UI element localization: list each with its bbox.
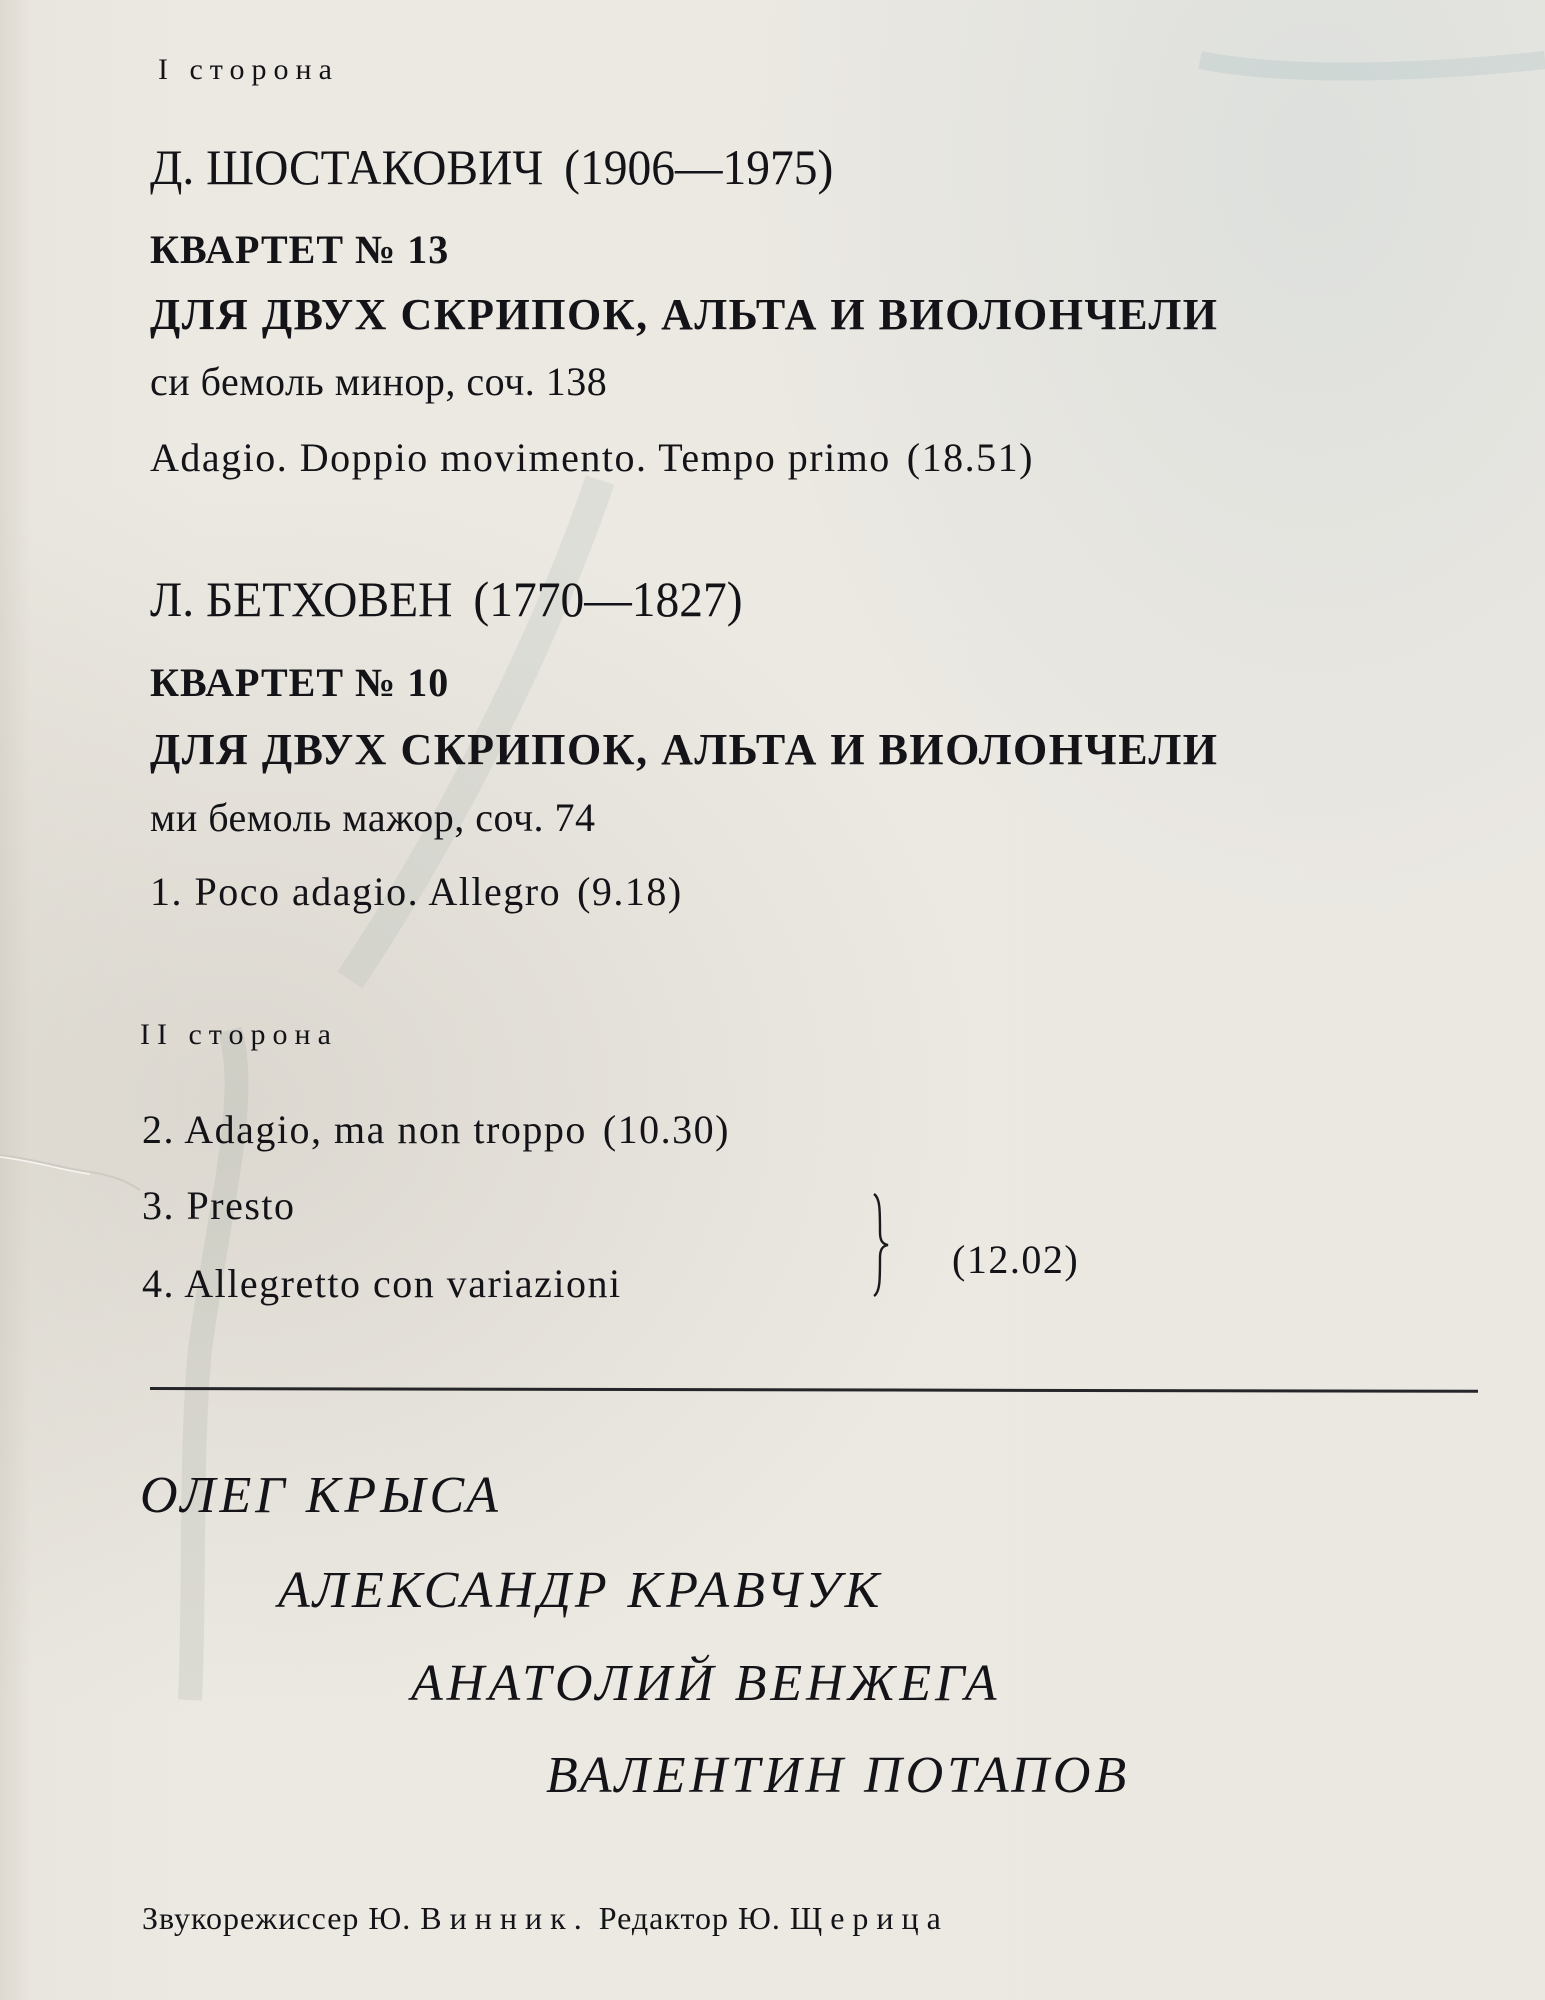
performer-name: АЛЕКСАНДР КРАВЧУК (278, 1562, 884, 1619)
work-title: КВАРТЕТ № 13 (150, 227, 450, 272)
movement-title: Adagio. Doppio movimento. Tempo primo (150, 435, 891, 480)
key-opus: ми бемоль мажор, соч. 74 (150, 795, 596, 840)
grouped-duration: (12.02) (952, 1237, 1080, 1282)
movement-item: 3. Presto (142, 1183, 296, 1228)
credits-line (142, 1902, 949, 1934)
side-1-label: I сторона (158, 53, 339, 86)
key-opus: си бемоль минор, соч. 138 (150, 359, 608, 404)
side-2-label: II сторона (140, 1018, 338, 1051)
sound-engineer-label: Звукорежиссер Ю. (142, 1900, 412, 1936)
editor-name: Щерица (789, 1900, 949, 1936)
composer-name: Д. ШОСТАКОВИЧ (150, 139, 544, 195)
movement-duration: (10.30) (602, 1107, 730, 1152)
movement-item (150, 869, 683, 914)
work-title: КВАРТЕТ № 10 (150, 660, 450, 705)
movement-item (142, 1107, 730, 1152)
composer-beethoven (150, 571, 743, 627)
composer-name: Л. БЕТХОВЕН (150, 571, 453, 627)
performer-name: АНАТОЛИЙ ВЕНЖЕГА (411, 1655, 1001, 1712)
instrumentation: ДЛЯ ДВУХ СКРИПОК, АЛЬТА И ВИОЛОНЧЕЛИ (150, 725, 1219, 774)
sound-engineer-name: Винник. (420, 1900, 590, 1936)
divider-line (150, 1387, 1478, 1393)
composer-dates: (1906—1975) (564, 139, 834, 195)
movement-item (150, 435, 1034, 480)
instrumentation: ДЛЯ ДВУХ СКРИПОК, АЛЬТА И ВИОЛОНЧЕЛИ (150, 290, 1219, 339)
editor-label: Редактор Ю. (598, 1900, 781, 1936)
right-brace-icon (870, 1192, 894, 1298)
movement-title: 1. Poco adagio. Allegro (150, 869, 562, 914)
movement-title: 2. Adagio, ma non troppo (142, 1107, 587, 1152)
movement-duration: (18.51) (906, 435, 1034, 480)
movement-item: 4. Allegretto con variazioni (142, 1261, 622, 1306)
composer-shostakovich (150, 139, 834, 195)
movement-duration: (9.18) (577, 869, 683, 914)
performer-name: ВАЛЕНТИН ПОТАПОВ (546, 1747, 1131, 1804)
performer-name: ОЛЕГ КРЫСА (140, 1467, 502, 1524)
composer-dates: (1770—1827) (473, 571, 743, 627)
